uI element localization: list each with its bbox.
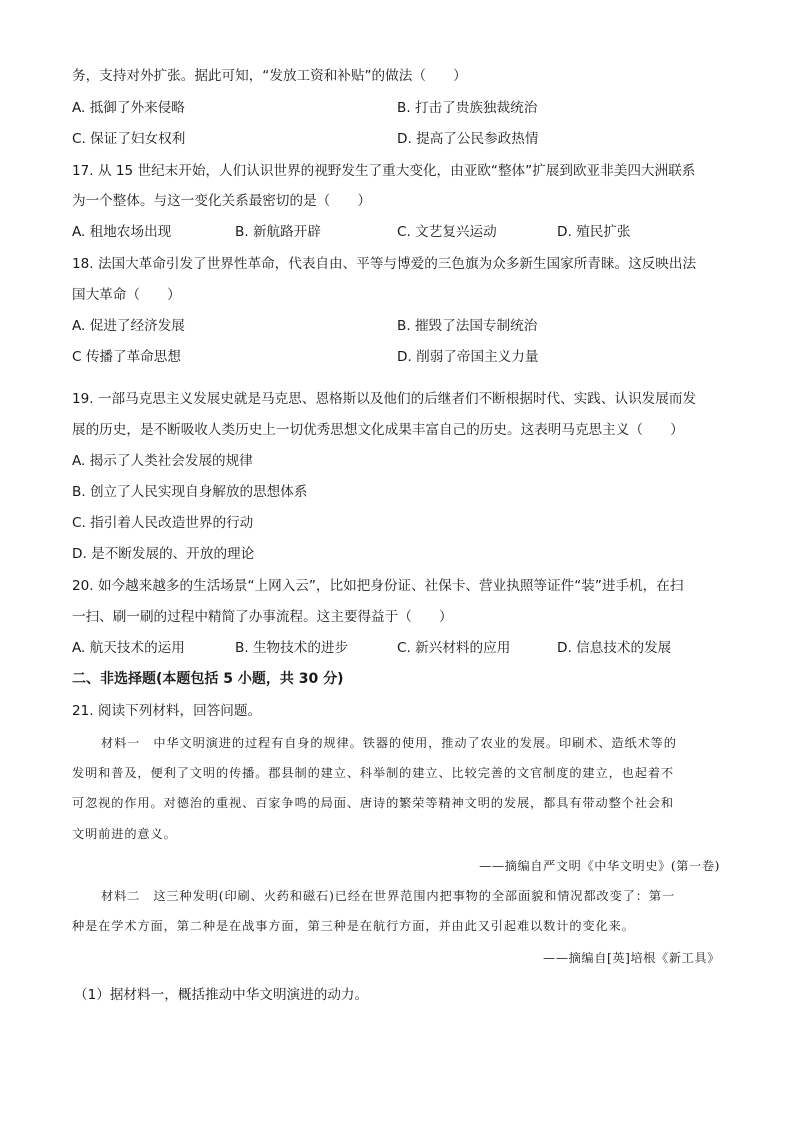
q20-option-d: D. 信息技术的发展 (557, 640, 672, 656)
q18-option-b: B. 摧毁了法国专制统治 (397, 318, 538, 334)
q17-option-d: D. 殖民扩张 (557, 224, 631, 240)
q20-option-a: A. 航天技术的运用 (72, 640, 185, 656)
q17-option-c: C. 文艺复兴运动 (397, 224, 497, 240)
q19-option-d: D. 是不断发展的、开放的理论 (72, 546, 255, 562)
q19-option-c: C. 指引着人民改造世界的行动 (72, 515, 254, 531)
q19-option-b: B. 创立了人民实现自身解放的思想体系 (72, 484, 308, 500)
q18-option-c: C 传播了革命思想 (72, 349, 181, 365)
q16-option-b: B. 打击了贵族独裁统治 (397, 100, 538, 116)
q20-stem-line1: 20. 如今越来越多的生活场景“上网入云”，比如把身份证、社保卡、营业执照等证件“装”进手机，在扫 (72, 578, 684, 594)
q21-material1-line3: 可忽视的作用。对德治的重视、百家争鸣的局面、唐诗的繁荣等精神文明的发展，都具有带动整个社会和 (72, 796, 675, 810)
q21-material2-line1: 材料二 这三种发明(印刷、火药和磁石)已经在世界范围内把事物的全部面貌和情况都改变了：第一 (101, 889, 676, 903)
q19-stem-line2: 展的历史，是不断吸收人类历史上一切优秀思想文化成果丰富自己的历史。这表明马克思主义（ ） (72, 422, 684, 438)
q21-stem: 21. 阅读下列材料，回答问题。 (72, 703, 262, 719)
q20-stem-line2: 一扫、刷一刷的过程中精简了办事流程。这主要得益于（ ） (72, 609, 453, 625)
q16-option-a: A. 抵御了外来侵略 (72, 100, 185, 116)
q16-option-c: C. 保证了妇女权利 (72, 131, 186, 147)
q19-option-a: A. 揭示了人类社会发展的规律 (72, 453, 253, 469)
q21-material2-line2: 种是在学术方面，第二种是在战事方面，第三种是在航行方面，并由此又引起难以数计的变化来。 (72, 919, 635, 933)
q18-stem-line1: 18. 法国大革命引发了世界性革命，代表自由、平等与博爱的三色旗为众多新生国家所青睐。这反映出法 (72, 256, 697, 272)
section-heading: 二、非选择题(本题包括 5 小题，共 30 分) (72, 671, 344, 687)
q18-option-a: A. 促进了经济发展 (72, 318, 185, 334)
q17-option-a: A. 租地农场出现 (72, 224, 172, 240)
q19-stem-line1: 19. 一部马克思主义发展史就是马克思、恩格斯以及他们的后继者们不断根据时代、实践、认识发展而发 (72, 391, 697, 407)
q20-option-c: C. 新兴材料的应用 (397, 640, 511, 656)
q18-stem-line2: 国大革命（ ） (72, 287, 181, 303)
q20-option-b: B. 生物技术的进步 (235, 640, 349, 656)
q21-material1-line1: 材料一 中华文明演进的过程有自身的规律。铁器的使用，推动了农业的发展。印刷术、造纸术等的 (101, 736, 677, 750)
q21-source2: ——摘编自[英]培根《新工具》 (543, 951, 720, 965)
q21-subquestion-1: （1）据材料一，概括推动中华文明演进的动力。 (74, 987, 369, 1003)
q21-material1-line2: 发明和普及，便利了文明的传播。郡县制的建立、科举制的建立、比较完善的文官制度的建立，也起着不 (72, 766, 675, 780)
q16-option-d: D. 提高了公民参政热情 (397, 131, 539, 147)
q18-option-d: D. 削弱了帝国主义力量 (397, 349, 539, 365)
q16-stem: 务，支持对外扩张。据此可知，“发放工资和补贴”的做法（ ） (72, 68, 467, 84)
q17-stem-line2: 为一个整体。与这一变化关系最密切的是（ ） (72, 193, 372, 209)
q21-material1-line4: 文明前进的意义。 (72, 827, 177, 841)
q17-option-b: B. 新航路开辟 (235, 224, 321, 240)
q21-source1: ——摘编自严文明《中华文明史》(第一卷) (479, 859, 720, 873)
q17-stem-line1: 17. 从 15 世纪末开始，人们认识世界的视野发生了重大变化，由亚欧“整体”扩展到欧亚非美四大洲联系 (72, 163, 696, 179)
